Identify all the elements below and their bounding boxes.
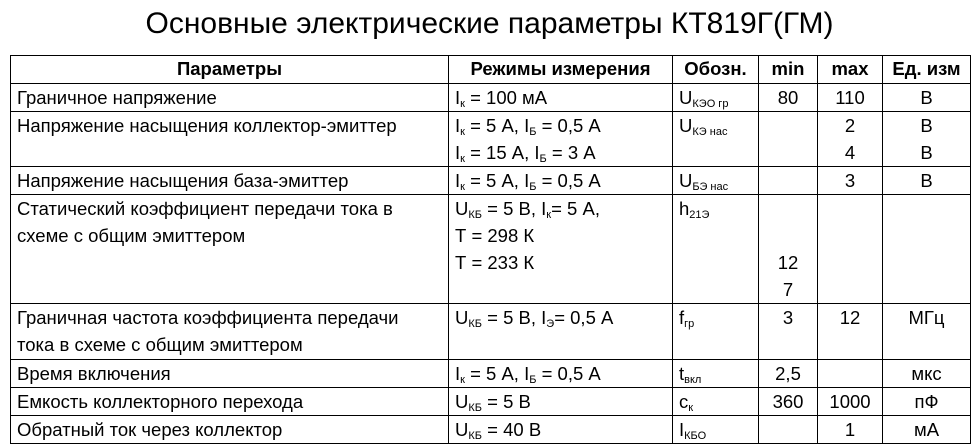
symbol-text: I [679, 419, 685, 440]
max-cell [818, 167, 883, 195]
mode-subscript: Э [546, 318, 555, 330]
table-row [11, 360, 971, 388]
mode-text: I [455, 87, 461, 108]
symbol-text: c [679, 391, 689, 412]
min-value: 360 [772, 391, 804, 412]
mode-line [455, 304, 666, 331]
header-param: Параметры [11, 56, 449, 84]
mode-cell [449, 388, 673, 416]
symbol-line [679, 416, 752, 443]
table-row [11, 167, 971, 195]
min-cell [759, 360, 818, 388]
symbol-line [679, 388, 752, 415]
mode-line [455, 195, 666, 222]
param-line: схеме с общим эмиттером [17, 225, 246, 246]
mode-line [455, 84, 666, 111]
mode-text: I [455, 142, 461, 163]
parameters-table [10, 55, 971, 444]
symbol-text: t [679, 363, 685, 384]
mode-cell [449, 360, 673, 388]
unit-value: пФ [914, 391, 939, 412]
symbol-line [679, 360, 752, 387]
unit-value: В [920, 115, 933, 136]
header-symbol: Обозн. [673, 56, 759, 84]
param-cell [11, 167, 449, 195]
mode-line [455, 249, 666, 276]
param-cell [11, 112, 449, 167]
mode-text: = 5 А, I [464, 363, 530, 384]
mode-text: = 40 В [482, 419, 542, 440]
max-value: 110 [835, 87, 865, 108]
mode-text: = 0,5 А [536, 363, 601, 384]
table-header-row [11, 56, 971, 84]
param-line: Напряжение насыщения коллектор-эмиттер [17, 115, 397, 136]
symbol-line [679, 304, 752, 331]
mode-text: = 5 В, I [482, 307, 547, 328]
min-value: 3 [782, 307, 794, 328]
param-cell [11, 388, 449, 416]
min-cell [759, 388, 818, 416]
mode-text: = 3 А [546, 142, 596, 163]
mode-text: = 5 В, I [482, 198, 547, 219]
mode-text: = 5 А, I [464, 170, 530, 191]
unit-cell [883, 195, 971, 304]
mode-subscript: к [460, 374, 465, 386]
max-cell [818, 84, 883, 112]
symbol-line [679, 195, 752, 222]
symbol-text: f [679, 307, 685, 328]
mode-text: U [455, 391, 469, 412]
param-cell [11, 84, 449, 112]
unit-cell [883, 304, 971, 360]
min-value [765, 222, 811, 249]
symbol-line [679, 112, 752, 139]
mode-text: = 100 мА [464, 87, 548, 108]
mode-subscript: Б [539, 153, 547, 165]
mode-subscript: Б [529, 126, 537, 138]
mode-text: U [455, 198, 469, 219]
max-cell [818, 304, 883, 360]
symbol-subscript: КБО [684, 430, 707, 442]
min-cell [759, 112, 818, 167]
symbol-cell [673, 167, 759, 195]
mode-text: U [455, 307, 469, 328]
max-value: 1 [844, 419, 856, 440]
page-title: Основные электрические параметры КТ819Г(ГМ) [145, 7, 834, 40]
mode-subscript: к [460, 153, 465, 165]
mode-text: I [455, 115, 461, 136]
mode-line [455, 222, 666, 249]
symbol-text: h [679, 198, 690, 219]
symbol-cell [673, 304, 759, 360]
max-value: 1000 [829, 391, 871, 412]
symbol-subscript: вкл [684, 374, 702, 386]
unit-cell [883, 112, 971, 167]
symbol-subscript: гр [684, 318, 695, 330]
header-mode: Режимы измерения [449, 56, 673, 84]
param-cell [11, 304, 449, 360]
mode-subscript: к [460, 98, 465, 110]
mode-text: = 0,5 А [536, 170, 601, 191]
min-cell [759, 195, 818, 304]
max-cell [818, 195, 883, 304]
symbol-subscript: БЭ нас [692, 181, 729, 193]
min-cell [759, 167, 818, 195]
mode-text: Т = 233 К [455, 252, 535, 273]
max-cell [818, 112, 883, 167]
param-line: Статический коэффициент передачи тока в [17, 198, 393, 219]
mode-line [455, 360, 666, 387]
mode-subscript: КБ [468, 430, 483, 442]
mode-text: Т = 298 К [455, 225, 535, 246]
header-min: min [759, 56, 818, 84]
mode-subscript: КБ [468, 209, 483, 221]
symbol-cell [673, 388, 759, 416]
mode-subscript: КБ [468, 318, 483, 330]
param-line: Время включения [17, 363, 171, 384]
unit-cell [883, 167, 971, 195]
unit-value: МГц [908, 307, 945, 328]
mode-cell [449, 195, 673, 304]
min-value: 80 [777, 87, 799, 108]
symbol-text: U [679, 115, 693, 136]
mode-subscript: Б [529, 374, 537, 386]
param-cell [11, 360, 449, 388]
param-line: Граничное напряжение [17, 87, 217, 108]
param-line: Граничная частота коэффициента передачи [17, 307, 399, 328]
table-row [11, 195, 971, 304]
mode-text: = 15 А, I [464, 142, 540, 163]
symbol-cell [673, 84, 759, 112]
param-line: Напряжение насыщения база-эмиттер [17, 170, 349, 191]
mode-subscript: Б [529, 181, 537, 193]
unit-value: В [920, 142, 933, 163]
header-unit: Ед. изм [883, 56, 971, 84]
max-cell [818, 360, 883, 388]
mode-text: = 5 В [482, 391, 531, 412]
param-cell [11, 195, 449, 304]
param-line: Обратный ток через коллектор [17, 419, 283, 440]
header-max: max [818, 56, 883, 84]
symbol-subscript: КЭО гр [692, 98, 729, 110]
mode-cell [449, 167, 673, 195]
unit-value: мА [913, 419, 940, 440]
mode-subscript: КБ [468, 402, 483, 414]
max-value: 2 [844, 115, 856, 136]
mode-subscript: к [546, 209, 552, 221]
max-value: 12 [839, 307, 861, 328]
min-value: 12 [777, 252, 799, 273]
table-row [11, 112, 971, 167]
mode-line [455, 139, 666, 166]
min-value [765, 195, 811, 222]
symbol-line [679, 167, 752, 194]
max-cell [818, 388, 883, 416]
mode-line [455, 416, 666, 443]
mode-text: = 5 А, I [464, 115, 530, 136]
mode-cell [449, 304, 673, 360]
mode-text: = 0,5 А [536, 115, 601, 136]
mode-text: = 5 А, [551, 198, 600, 219]
min-cell [759, 304, 818, 360]
symbol-subscript: к [688, 402, 694, 414]
symbol-line [679, 84, 752, 111]
mode-subscript: к [460, 181, 465, 193]
symbol-cell [673, 195, 759, 304]
min-cell [759, 84, 818, 112]
mode-cell [449, 112, 673, 167]
max-value: 4 [844, 142, 856, 163]
symbol-cell [673, 112, 759, 167]
symbol-subscript: 21Э [689, 209, 710, 221]
mode-text: = 0,5 А [554, 307, 614, 328]
symbol-text: U [679, 87, 693, 108]
mode-subscript: к [460, 126, 465, 138]
symbol-cell [673, 360, 759, 388]
mode-text: U [455, 419, 469, 440]
mode-text: I [455, 363, 461, 384]
symbol-text: U [679, 170, 693, 191]
unit-cell [883, 84, 971, 112]
mode-text: I [455, 170, 461, 191]
table-row [11, 388, 971, 416]
param-line: тока в схеме с общим эмиттером [17, 334, 303, 355]
table-row [11, 304, 971, 360]
unit-value: В [920, 87, 933, 108]
mode-cell [449, 84, 673, 112]
unit-value: В [920, 170, 933, 191]
mode-line [455, 112, 666, 139]
param-line: Емкость коллекторного перехода [17, 391, 304, 412]
unit-cell [883, 388, 971, 416]
min-value: 7 [782, 279, 794, 300]
min-value: 2,5 [775, 363, 801, 384]
table-row [11, 84, 971, 112]
mode-line [455, 388, 666, 415]
unit-value: мкс [911, 363, 942, 384]
mode-line [455, 167, 666, 194]
unit-cell [883, 360, 971, 388]
max-value: 3 [844, 170, 856, 191]
symbol-subscript: КЭ нас [692, 126, 728, 138]
